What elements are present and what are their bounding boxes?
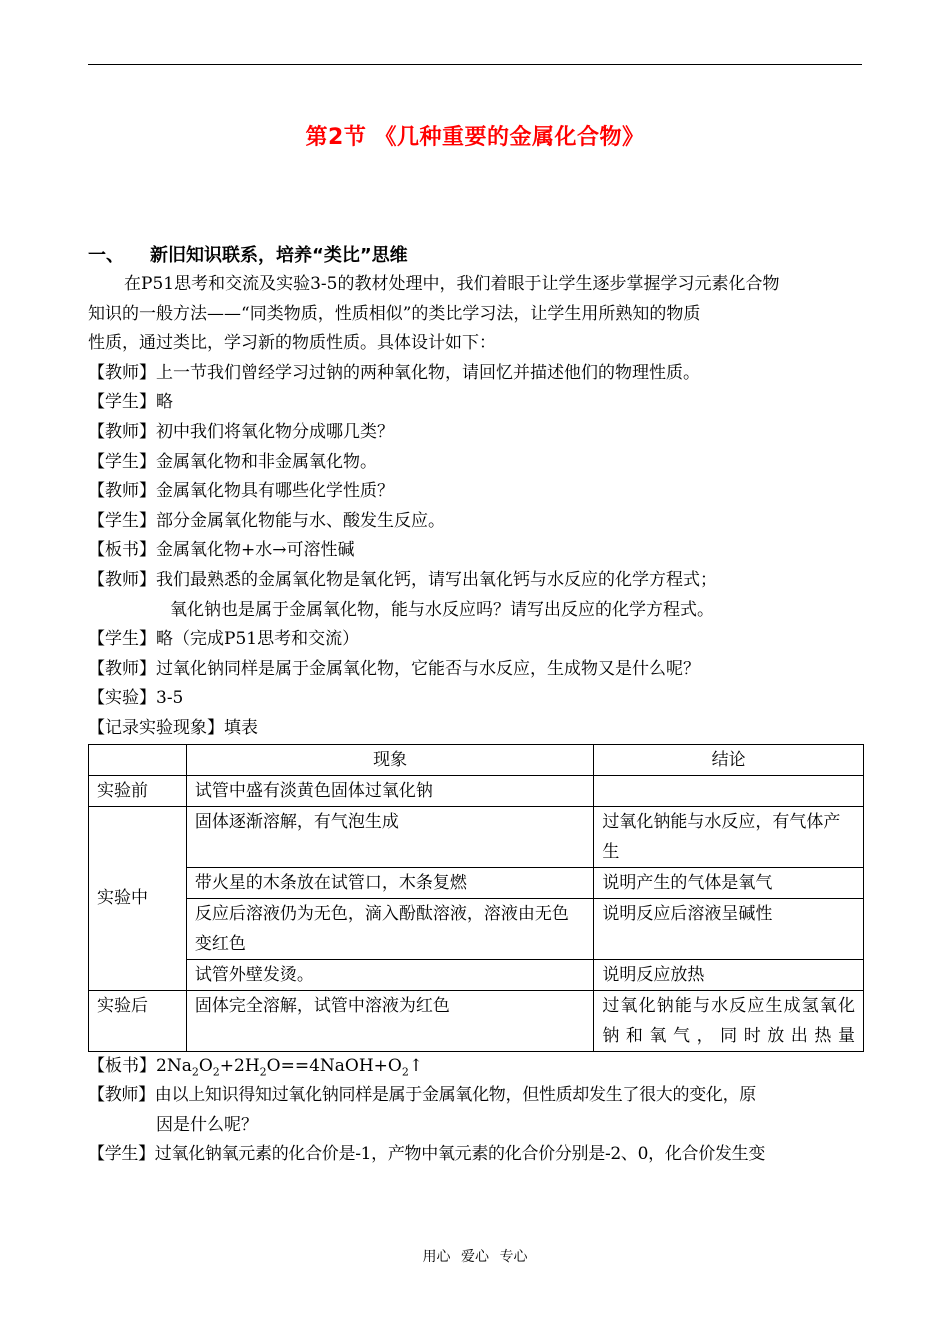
dialogue-line: 【板书】金属氧化物+水→可溶性碱 (88, 540, 355, 561)
conclusion-cell: 过氧化钠能与水反应，有气体产生 (594, 806, 864, 867)
conclusion-cell (594, 775, 864, 806)
conclusion-cell: 过氧化钠能与水反应生成氢氧化钠和氧气，同时放出热量 (594, 990, 864, 1051)
header-rule (88, 64, 862, 65)
equation-subscript: 2 (259, 1064, 267, 1078)
conclusion-cell: 说明反应放热 (594, 959, 864, 990)
dialogue-line-continued: 氧化钠也是属于金属氧化物，能与水反应吗？请写出反应的化学方程式。 (170, 599, 714, 620)
dialogue-line: 【教师】初中我们将氧化物分成哪几类？ (88, 421, 394, 442)
table-row (89, 959, 864, 990)
table-header-cell: 现象 (186, 744, 593, 775)
row-label: 实验前 (89, 775, 187, 806)
dialogue-line: 【学生】过氧化钠氧元素的化合价是-1，产物中氧元素的化合价分别是-2、0，化合价发生变 (88, 1144, 766, 1165)
document-body (88, 270, 868, 1170)
dialogue-line: 【学生】略 (88, 392, 173, 413)
board-equation (88, 1052, 868, 1082)
dialogue-line: 【学生】部分金属氧化物能与水、酸发生反应。 (88, 510, 445, 531)
table-row (89, 990, 864, 1051)
equation-subscript: 2 (212, 1064, 220, 1078)
dialogue-line: 【教师】过氧化钠同样是属于金属氧化物，它能否与水反应，生成物又是什么呢？ (88, 658, 700, 679)
dialogue-line: 【教师】我们最熟悉的金属氧化物是氧化钙，请写出氧化钙与水反应的化学方程式； (88, 569, 717, 590)
equation-part: O (198, 1055, 213, 1076)
section-number: 一、 (88, 245, 124, 266)
intro-line: 性质，通过类比，学习新的物质性质。具体设计如下： (88, 333, 496, 354)
phenomenon-cell: 固体逐渐溶解，有气泡生成 (186, 806, 593, 867)
table-header-cell: 结论 (594, 744, 864, 775)
conclusion-cell: 说明反应后溶液呈碱性 (594, 898, 864, 959)
page-title: 第2节 《几种重要的金属化合物》 (305, 125, 645, 150)
dialogue-line: 【记录实验现象】填表 (88, 717, 258, 738)
table-header-cell (89, 744, 187, 775)
dialogue-line-continued: 因是什么呢？ (156, 1114, 258, 1135)
board-label: 【板书】 (88, 1055, 156, 1076)
page-footer (0, 1246, 950, 1266)
table-header-row (89, 744, 864, 775)
phenomenon-cell: 试管外壁发烫。 (186, 959, 593, 990)
phenomenon-cell: 带火星的木条放在试管口，木条复燃 (186, 867, 593, 898)
section-heading-text: 新旧知识联系，培养“类比”思维 (150, 245, 408, 266)
table-row (89, 898, 864, 959)
intro-line: 知识的一般方法——“同类物质，性质相似”的类比学习法，让学生用所熟知的物质 (88, 303, 701, 324)
row-label: 实验后 (89, 990, 187, 1051)
experiment-record-table (88, 744, 864, 1052)
dialogue-line: 【实验】3-5 (88, 688, 184, 709)
table-row (89, 806, 864, 867)
table-row (89, 775, 864, 806)
dialogue-line: 【教师】金属氧化物具有哪些化学性质？ (88, 481, 394, 502)
table-row (89, 867, 864, 898)
conclusion-cell: 说明产生的气体是氧气 (594, 867, 864, 898)
dialogue-line: 【教师】由以上知识得知过氧化钠同样是属于金属氧化物，但性质却发生了很大的变化，原 (88, 1085, 756, 1106)
equation-subscript: 2 (191, 1064, 199, 1078)
dialogue-line: 【学生】略（完成P51思考和交流） (88, 629, 360, 650)
footer-word: 用心 (422, 1249, 451, 1265)
footer-word: 爱心 (461, 1249, 489, 1265)
dialogue-line: 【教师】上一节我们曾经学习过钠的两种氧化物，请回忆并描述他们的物理性质。 (88, 362, 700, 383)
phenomenon-cell: 固体完全溶解，试管中溶液为红色 (186, 990, 593, 1051)
phenomenon-cell: 反应后溶液仍为无色，滴入酚酞溶液，溶液由无色变红色 (186, 898, 593, 959)
row-label: 实验中 (89, 806, 187, 990)
equation-part: ↑ (408, 1055, 424, 1076)
footer-word: 专心 (499, 1249, 528, 1265)
phenomenon-cell: 试管中盛有淡黄色固体过氧化钠 (186, 775, 593, 806)
equation-part: +2H (219, 1055, 260, 1076)
intro-line: 在P51思考和交流及实验3-5的教材处理中，我们着眼于让学生逐步掌握学习元素化合物 (124, 274, 780, 294)
equation-subscript: 2 (401, 1064, 409, 1078)
equation-part: O==4NaOH+O (266, 1055, 402, 1076)
section-heading (88, 241, 408, 267)
dialogue-line: 【学生】金属氧化物和非金属氧化物。 (88, 451, 377, 472)
equation-part: 2Na (156, 1055, 192, 1076)
